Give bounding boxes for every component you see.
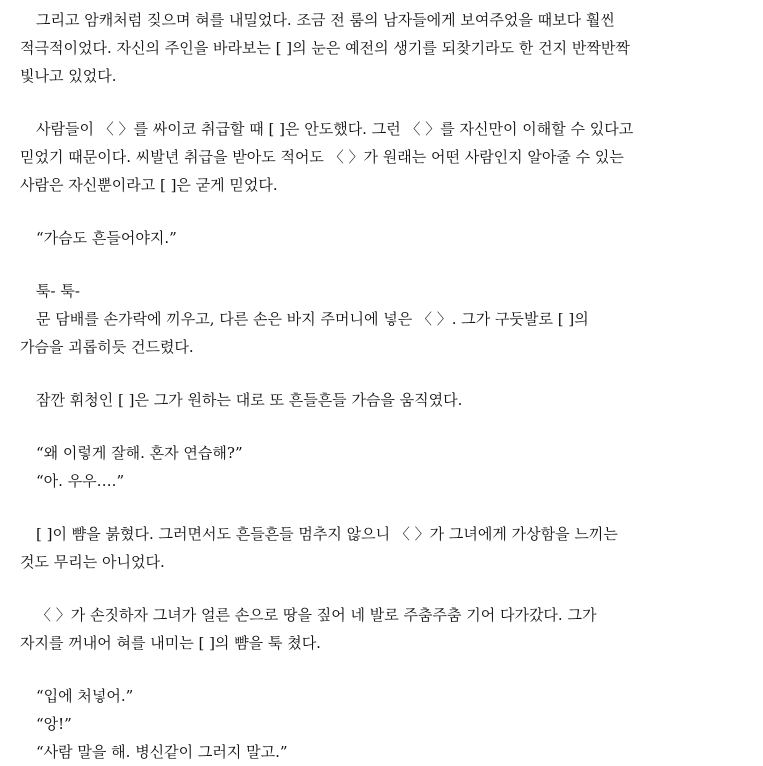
- paragraph-9: [20, 682, 730, 766]
- text-line: 그리고 암캐처럼 짖으며 혀를 내밀었다. 조금 전 룸의 남자들에게 보여주었을 때보다 훨씬: [36, 11, 615, 29]
- paragraph-8: [20, 601, 730, 657]
- dialogue-line: “가슴도 흔들어야지.”: [36, 229, 177, 247]
- dialogue-line: “사람 말을 해. 병신같이 그러지 말고.”: [36, 743, 288, 761]
- text-line: 잠깐 휘청인 [ ]은 그가 원하는 대로 또 흔들흔들 가슴을 움직였다.: [36, 391, 463, 409]
- paragraph-6: [20, 439, 730, 495]
- text-line: [ ]이 뺨을 붉혔다. 그러면서도 흔들흔들 멈추지 않으니 〈 〉가 그녀에게 가상함을 느끼는: [36, 525, 618, 543]
- text-line: 가슴을 괴롭히듯 건드렸다.: [20, 338, 194, 356]
- paragraph-2: [20, 115, 730, 199]
- paragraph-3: [20, 224, 730, 252]
- text-line: 빛나고 있었다.: [20, 67, 117, 85]
- text-line: 〈 〉가 손짓하자 그녀가 얼른 손으로 땅을 짚어 네 발로 주춤주춤 기어 다가갔다. 그가: [36, 606, 597, 624]
- paragraph-5: [20, 386, 730, 414]
- text-line: 사람은 자신뿐이라고 [ ]은 굳게 믿었다.: [20, 176, 278, 194]
- paragraph-1: [20, 6, 730, 90]
- dialogue-line: “입에 처넣어.”: [36, 687, 134, 705]
- text-line: 툭- 툭-: [36, 282, 80, 300]
- text-line: 문 담배를 손가락에 끼우고, 다른 손은 바지 주머니에 넣은 〈 〉. 그가 구둣발로 [ ]의: [36, 310, 589, 328]
- paragraph-7: [20, 520, 730, 576]
- text-line: 사람들이 〈 〉를 싸이코 취급할 때 [ ]은 안도했다. 그런 〈 〉를 자신만이 이해할 수 있다고: [36, 120, 634, 138]
- dialogue-line: “아. 우우….”: [36, 472, 125, 490]
- dialogue-line: “앙!”: [36, 715, 72, 733]
- document-body: [20, 0, 730, 766]
- text-line: 것도 무리는 아니었다.: [20, 553, 165, 571]
- text-line: 믿었기 때문이다. 씨발년 취급을 받아도 적어도 〈 〉가 원래는 어떤 사람인지 알아줄 수 있는: [20, 148, 624, 166]
- dialogue-line: “왜 이렇게 잘해. 혼자 연습해?”: [36, 444, 243, 462]
- paragraph-4: [20, 277, 730, 361]
- text-line: 적극적이었다. 자신의 주인을 바라보는 [ ]의 눈은 예전의 생기를 되찾기라도 한 건지 반짝반짝: [20, 39, 630, 57]
- text-line: 자지를 꺼내어 혀를 내미는 [ ]의 뺨을 툭 쳤다.: [20, 634, 321, 652]
